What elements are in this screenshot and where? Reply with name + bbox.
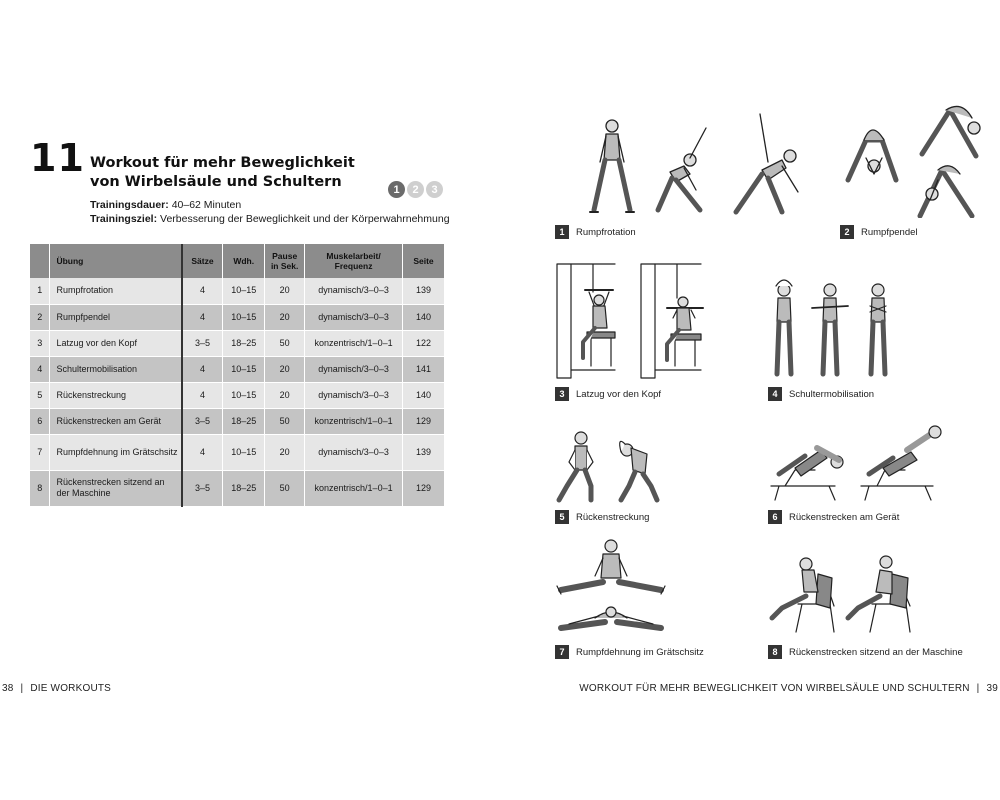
figure-label: Rückenstrecken am Gerät bbox=[789, 511, 900, 523]
level-1-icon: 1 bbox=[388, 181, 405, 198]
footer-right-section: WORKOUT FÜR MEHR BEWEGLICHKEIT VON WIRBELSÄULE UND SCHULTERN bbox=[579, 683, 970, 694]
level-3-icon: 3 bbox=[426, 181, 443, 198]
table-row bbox=[30, 356, 445, 382]
figure-number: 3 bbox=[555, 387, 569, 401]
row-pause: 50 bbox=[265, 470, 305, 506]
table-row bbox=[30, 434, 445, 470]
row-pause: 20 bbox=[265, 304, 305, 330]
row-sets: 4 bbox=[182, 382, 223, 408]
figure-caption bbox=[555, 645, 704, 659]
figure-label: Rumpfrotation bbox=[576, 226, 636, 238]
training-duration bbox=[90, 199, 241, 211]
row-sets: 4 bbox=[182, 278, 223, 304]
footer-left-section: DIE WORKOUTS bbox=[30, 683, 112, 694]
figure-caption bbox=[555, 225, 636, 239]
row-index: 7 bbox=[30, 434, 50, 470]
row-muscle-work: dynamisch/3–0–3 bbox=[305, 356, 403, 382]
row-exercise: Schultermobilisation bbox=[50, 356, 182, 382]
table-row bbox=[30, 382, 445, 408]
row-exercise: Rückenstrecken sitzend an der Maschine bbox=[50, 470, 182, 506]
row-reps: 10–15 bbox=[223, 356, 265, 382]
row-sets: 4 bbox=[182, 434, 223, 470]
level-indicator bbox=[388, 181, 443, 198]
schultermobilisation-illustration bbox=[764, 276, 904, 380]
row-page: 139 bbox=[403, 434, 445, 470]
figure-label: Rumpfpendel bbox=[861, 226, 918, 238]
row-index: 8 bbox=[30, 470, 50, 506]
row-index: 2 bbox=[30, 304, 50, 330]
figure-label: Rückenstrecken sitzend an der Maschine bbox=[789, 646, 963, 658]
goal-label: Trainingsziel: bbox=[90, 213, 158, 225]
figure-caption bbox=[768, 387, 874, 401]
row-muscle-work: dynamisch/3–0–3 bbox=[305, 434, 403, 470]
row-muscle-work: konzentrisch/1–0–1 bbox=[305, 408, 403, 434]
footer-left bbox=[2, 683, 111, 694]
table-header-row bbox=[30, 244, 445, 278]
figure-caption bbox=[555, 387, 661, 401]
row-page: 129 bbox=[403, 408, 445, 434]
latzug-illustration bbox=[555, 262, 705, 380]
header-muscle-work: Muskelarbeit/ Frequenz bbox=[305, 244, 403, 278]
row-index: 3 bbox=[30, 330, 50, 356]
row-pause: 20 bbox=[265, 382, 305, 408]
table-row bbox=[30, 470, 445, 506]
row-reps: 18–25 bbox=[223, 408, 265, 434]
table-row bbox=[30, 278, 445, 304]
table-row bbox=[30, 304, 445, 330]
footer-left-page: 38 bbox=[2, 683, 14, 694]
goal-value: Verbesserung der Beweglichkeit und der Körperwahrnehmung bbox=[160, 213, 450, 225]
row-muscle-work: dynamisch/3–0–3 bbox=[305, 278, 403, 304]
row-sets: 3–5 bbox=[182, 330, 223, 356]
table-row bbox=[30, 408, 445, 434]
footer-separator: | bbox=[20, 683, 24, 694]
figure-caption bbox=[840, 225, 918, 239]
figure-label: Rückenstreckung bbox=[576, 511, 650, 523]
row-reps: 10–15 bbox=[223, 278, 265, 304]
row-exercise: Latzug vor den Kopf bbox=[50, 330, 182, 356]
footer-separator: | bbox=[976, 683, 980, 694]
header-index bbox=[30, 244, 50, 278]
row-sets: 3–5 bbox=[182, 408, 223, 434]
footer-right bbox=[579, 683, 998, 694]
row-sets: 4 bbox=[182, 304, 223, 330]
row-page: 141 bbox=[403, 356, 445, 382]
row-page: 129 bbox=[403, 470, 445, 506]
figure-number: 5 bbox=[555, 510, 569, 524]
footer-right-page: 39 bbox=[986, 683, 998, 694]
row-pause: 50 bbox=[265, 330, 305, 356]
figure-number: 2 bbox=[840, 225, 854, 239]
row-pause: 20 bbox=[265, 356, 305, 382]
rumpfdehnung-illustration bbox=[555, 536, 667, 640]
rueckenstreckung-illustration bbox=[555, 428, 665, 506]
row-exercise: Rückenstreckung bbox=[50, 382, 182, 408]
figure-label: Schultermobilisation bbox=[789, 388, 875, 400]
row-page: 140 bbox=[403, 382, 445, 408]
level-2-icon: 2 bbox=[407, 181, 424, 198]
table-row bbox=[30, 330, 445, 356]
figure-number: 8 bbox=[768, 645, 782, 659]
figure-number: 6 bbox=[768, 510, 782, 524]
row-sets: 3–5 bbox=[182, 470, 223, 506]
row-reps: 18–25 bbox=[223, 330, 265, 356]
header-exercise: Übung bbox=[50, 244, 182, 278]
row-index: 6 bbox=[30, 408, 50, 434]
row-pause: 20 bbox=[265, 278, 305, 304]
row-muscle-work: dynamisch/3–0–3 bbox=[305, 382, 403, 408]
row-pause: 50 bbox=[265, 408, 305, 434]
rumpfrotation-illustration bbox=[572, 110, 807, 218]
duration-value: 40–62 Minuten bbox=[171, 199, 242, 211]
figure-caption bbox=[768, 510, 899, 524]
row-muscle-work: dynamisch/3–0–3 bbox=[305, 304, 403, 330]
row-exercise: Rückenstrecken am Gerät bbox=[50, 408, 182, 434]
exercise-table bbox=[30, 244, 445, 507]
workout-number: 11 bbox=[30, 136, 85, 180]
row-page: 122 bbox=[403, 330, 445, 356]
header-sets: Sätze bbox=[182, 244, 223, 278]
row-reps: 10–15 bbox=[223, 304, 265, 330]
rumpfpendel-illustration bbox=[838, 100, 993, 218]
row-index: 4 bbox=[30, 356, 50, 382]
row-index: 1 bbox=[30, 278, 50, 304]
figure-caption bbox=[768, 645, 963, 659]
row-muscle-work: konzentrisch/1–0–1 bbox=[305, 470, 403, 506]
rueckenstrecken-maschine-illustration bbox=[768, 552, 928, 638]
duration-label: Trainingsdauer: bbox=[90, 199, 169, 211]
header-pause: Pause in Sek. bbox=[265, 244, 305, 278]
figure-label: Rumpfdehnung im Grätschsitz bbox=[576, 646, 704, 658]
figure-label: Latzug vor den Kopf bbox=[576, 388, 662, 400]
row-exercise: Rumpfpendel bbox=[50, 304, 182, 330]
row-exercise: Rumpfrotation bbox=[50, 278, 182, 304]
row-page: 139 bbox=[403, 278, 445, 304]
header-reps: Wdh. bbox=[223, 244, 265, 278]
row-index: 5 bbox=[30, 382, 50, 408]
row-reps: 18–25 bbox=[223, 470, 265, 506]
header-page: Seite bbox=[403, 244, 445, 278]
row-exercise: Rumpfdehnung im Grätschsitz bbox=[50, 434, 182, 470]
row-reps: 10–15 bbox=[223, 434, 265, 470]
row-muscle-work: konzentrisch/1–0–1 bbox=[305, 330, 403, 356]
figure-caption bbox=[555, 510, 649, 524]
row-page: 140 bbox=[403, 304, 445, 330]
workout-title-line2: von Wirbelsäule und Schultern bbox=[90, 174, 342, 190]
row-sets: 4 bbox=[182, 356, 223, 382]
workout-title bbox=[90, 154, 390, 192]
training-goal bbox=[90, 213, 450, 225]
figure-number: 4 bbox=[768, 387, 782, 401]
figure-number: 1 bbox=[555, 225, 569, 239]
row-pause: 20 bbox=[265, 434, 305, 470]
row-reps: 10–15 bbox=[223, 382, 265, 408]
rueckenstrecken-geraet-illustration bbox=[765, 420, 950, 506]
figure-number: 7 bbox=[555, 645, 569, 659]
workout-title-line1: Workout für mehr Beweglichkeit bbox=[90, 155, 355, 171]
